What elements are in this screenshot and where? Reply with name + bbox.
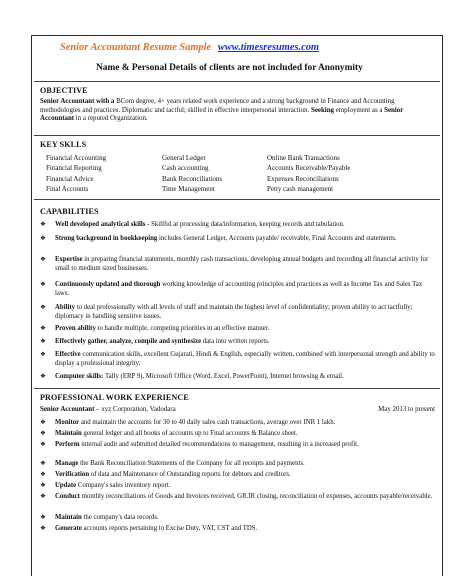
site-link[interactable]: www.timesresumes.com (217, 42, 319, 53)
experience-item: ❖ Manage the Bank Reconciliation Statements of the Company for all receipts and payments. (40, 460, 305, 467)
skill-item: Bank Reconciliations (162, 174, 223, 183)
experience-item: ❖ Verification of data and Maintenance of Outstanding reports for debtors and creditors. (40, 471, 291, 478)
skill-item: Financial Reporting (46, 164, 102, 173)
bullet-icon: ❖ (40, 514, 46, 521)
skills-heading: KEY SKLLS (40, 140, 87, 149)
experience-item: ❖ Monitor and maintain the accounts for 30 to 40 daily sales cash transactions, average over INR 1 lakh. (40, 419, 336, 426)
resume-title: Senior Accountant Resume Sample (60, 42, 212, 53)
skill-item: Financial Advice (46, 174, 94, 183)
skill-item: General Ledger (162, 154, 206, 162)
experience-item: ❖ Conduct monthly reconciliations of Goods and Invoices received, GR.IR closing, reconciliation of expenses, accounts payable/receivable. (40, 493, 433, 500)
bullet-icon: ❖ (40, 351, 46, 358)
bullet-icon: ❖ (40, 256, 46, 263)
bullet-icon: ❖ (40, 471, 46, 478)
skill-item: Financial Accounting (46, 154, 107, 162)
divider (34, 388, 440, 389)
bullet-icon: ❖ (40, 235, 46, 242)
divider (34, 135, 440, 136)
capabilities-heading: CAPABILITIES (40, 207, 99, 216)
experience-heading: PROFESSIONAL WORK EXPERIENCE (40, 393, 189, 402)
capability-item: ❖ Proven ability to handle multiple, competing priorities in an effective manner. (40, 325, 270, 332)
capability-item: ❖ Effectively gather, analyze, compile and synthesize data into written reports. (40, 338, 270, 345)
bullet-icon: ❖ (40, 441, 46, 448)
experience-item: ❖ Update Company's sales inventory report. (40, 482, 171, 489)
experience-item: ❖ Maintain the company's data records. (40, 514, 159, 521)
experience-item: ❖ Maintain general ledger and all books of accounts up to Final accounts & Balance sheet. (40, 430, 298, 437)
bullet-icon: ❖ (40, 460, 46, 467)
bullet-icon: ❖ (40, 430, 46, 437)
bullet-icon: ❖ (40, 419, 46, 426)
skill-item: Accounts Receivable/Payable (267, 164, 351, 173)
experience-item: ❖ Generate accounts reports pertaining to Excise Duty, VAT, CST and TDS. (40, 525, 258, 532)
bullet-icon: ❖ (40, 493, 46, 500)
job-date: May 2013 to present (378, 406, 435, 413)
objective-text: Senior Accountant with a BCom degree, 4+ years related work experience and a strong background in Finance and Accounting methodologies and practices. Diplomatic and tactful; skilled in effective interpersonal interaction. Seeking employment as a Senior Accountant in a reputed Organization. (40, 98, 404, 123)
skill-item: Time Management (162, 185, 215, 194)
experience-role-line (40, 406, 435, 413)
skills-column-1 (46, 153, 106, 195)
bullet-icon: ❖ (40, 325, 46, 332)
bullet-icon: ❖ (40, 281, 46, 288)
job-company: – xyz Corporation, Vadodara (94, 406, 176, 413)
capability-item: ❖ Expertise in preparing financial statements, monthly cash transactions, developing annual budgets and recording all financial activity for small to medium sized businesses. (40, 256, 429, 272)
bullet-icon: ❖ (40, 373, 46, 380)
divider (34, 199, 440, 200)
bullet-icon: ❖ (40, 221, 46, 228)
capability-item: ❖ Well developed analytical skills - Skillful at processing data/information, keeping records and tabulation. (40, 221, 345, 228)
objective-heading: OBJECTIVE (40, 86, 88, 95)
skill-item: Final Accounts (46, 185, 89, 194)
experience-item: ❖ Perform internal audit and submitted detailed recommendations to management, resulting in a increased profit. (40, 441, 359, 448)
resume-subtitle: Name & Personal Details of clients are not included for Anonymity (96, 63, 363, 73)
divider (34, 81, 440, 82)
capability-item: ❖ Strong background in bookkeeping includes General Ledger, Accounts payable/ receivable, Final Accounts and statements. (40, 235, 397, 242)
skill-item: Online Bank Transactions (267, 154, 340, 162)
capability-item: ❖ Effective communication skills, excellent Gujarati, Hindi & English, especially written, combined with interpersonal strength and ability to display a professional integrity. (40, 351, 435, 367)
skills-column-3 (267, 153, 350, 195)
bullet-icon: ❖ (40, 338, 46, 345)
skill-item: Cash accounting (162, 164, 209, 173)
capability-item: ❖ Ability to deal professionally with all levels of staff and maintain the highest level of confidentiality; proven ability to act tactfully; diplomacy in handling sensitive issues. (40, 304, 413, 320)
job-role: Senior Accountant (40, 406, 95, 413)
bullet-icon: ❖ (40, 304, 46, 311)
bullet-icon: ❖ (40, 525, 46, 532)
capability-item: ❖ Computer skills: Tally (ERP 9), Microsoft Office (Word, Excel, PowerPoint), Internet browsing & email. (40, 373, 344, 380)
skill-item: Petty cash management (267, 185, 334, 194)
skill-item: Expenses Reconciliations (267, 174, 339, 183)
skills-column-2 (162, 153, 222, 195)
resume-title-row (60, 42, 420, 53)
bullet-icon: ❖ (40, 482, 46, 489)
capability-item: ❖ Continuously updated and thorough working knowledge of accounting principles and practices as well as Income Tax and Sales Tax laws. (40, 281, 423, 297)
